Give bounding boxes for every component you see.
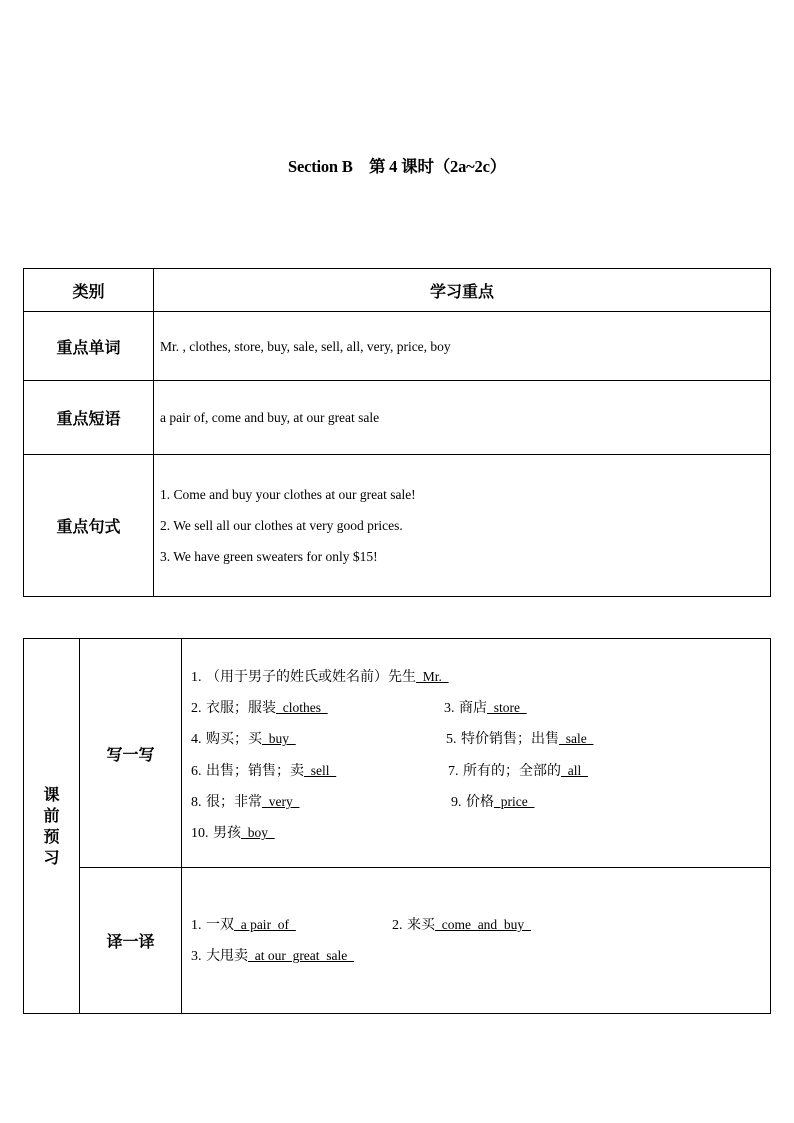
row-label: 重点句式 xyxy=(24,455,154,597)
write-item-6: 6. 出售；销售；卖 sell xyxy=(191,763,337,779)
row-label: 重点短语 xyxy=(24,381,154,455)
header-category: 类别 xyxy=(24,269,154,312)
focus-table-header xyxy=(24,269,771,312)
answer-blank: all xyxy=(560,763,588,778)
write-item-1: 1. （用于男子的姓氏或姓名前）先生 Mr. xyxy=(191,669,449,685)
answer-blank: sell xyxy=(303,763,337,778)
translate-item-3: 3. 大甩卖 at our great sale xyxy=(191,948,355,964)
answer-blank: at our great sale xyxy=(247,948,355,963)
sentence-line: 1. Come and buy your clothes at our great sale! xyxy=(160,487,416,502)
write-label: 写一写 xyxy=(80,639,182,868)
answer-blank: come and buy xyxy=(434,917,531,932)
translate-item-1: 1. 一双 a pair of xyxy=(191,917,296,933)
answer-blank: price xyxy=(493,794,535,809)
write-item-4: 4. 购买；买 buy xyxy=(191,731,296,747)
row-key-phrases xyxy=(24,381,771,455)
write-item-8: 8. 很；非常 very xyxy=(191,794,300,810)
write-item-7: 7. 所有的；全部的 all xyxy=(448,763,588,779)
category-text: 课前预习 xyxy=(43,785,60,867)
header-focus: 学习重点 xyxy=(154,269,771,312)
answer-blank: a pair of xyxy=(233,917,296,932)
row-key-words xyxy=(24,312,771,381)
write-item-2: 2. 衣服；服装 clothes xyxy=(191,700,328,716)
write-item-3: 3. 商店 store xyxy=(444,700,527,716)
page-title: Section B 第 4 课时（2a~2c） xyxy=(287,157,506,176)
write-item-9: 9. 价格 price xyxy=(451,794,535,810)
answer-blank: buy xyxy=(261,731,296,746)
translate-items xyxy=(182,868,771,1014)
focus-table xyxy=(23,268,771,597)
answer-blank: boy xyxy=(240,825,275,840)
write-items xyxy=(182,639,771,868)
sentence-line: 2. We sell all our clothes at very good prices. xyxy=(160,518,403,533)
write-item-10: 10. 男孩 boy xyxy=(191,825,275,841)
sentence-line: 3. We have green sweaters for only $15! xyxy=(160,549,378,564)
answer-blank: store xyxy=(486,700,527,715)
write-item-5: 5. 特价销售；出售 sale xyxy=(446,731,594,747)
answer-blank: Mr. xyxy=(415,669,449,684)
row-text: Mr. , clothes, store, buy, sale, sell, all, very, price, boy xyxy=(160,338,451,354)
write-row xyxy=(24,639,771,868)
translate-row xyxy=(24,868,771,1014)
row-text: a pair of, come and buy, at our great sale xyxy=(160,410,380,425)
answer-blank: sale xyxy=(558,731,594,746)
row-label: 重点单词 xyxy=(24,312,154,381)
preview-table xyxy=(23,638,771,1014)
answer-blank: clothes xyxy=(275,700,328,715)
category-label xyxy=(24,639,80,1014)
translate-item-2: 2. 来买 come and buy xyxy=(392,917,531,933)
translate-label: 译一译 xyxy=(80,868,182,1014)
answer-blank: very xyxy=(261,794,300,809)
row-key-sentences xyxy=(24,455,771,597)
